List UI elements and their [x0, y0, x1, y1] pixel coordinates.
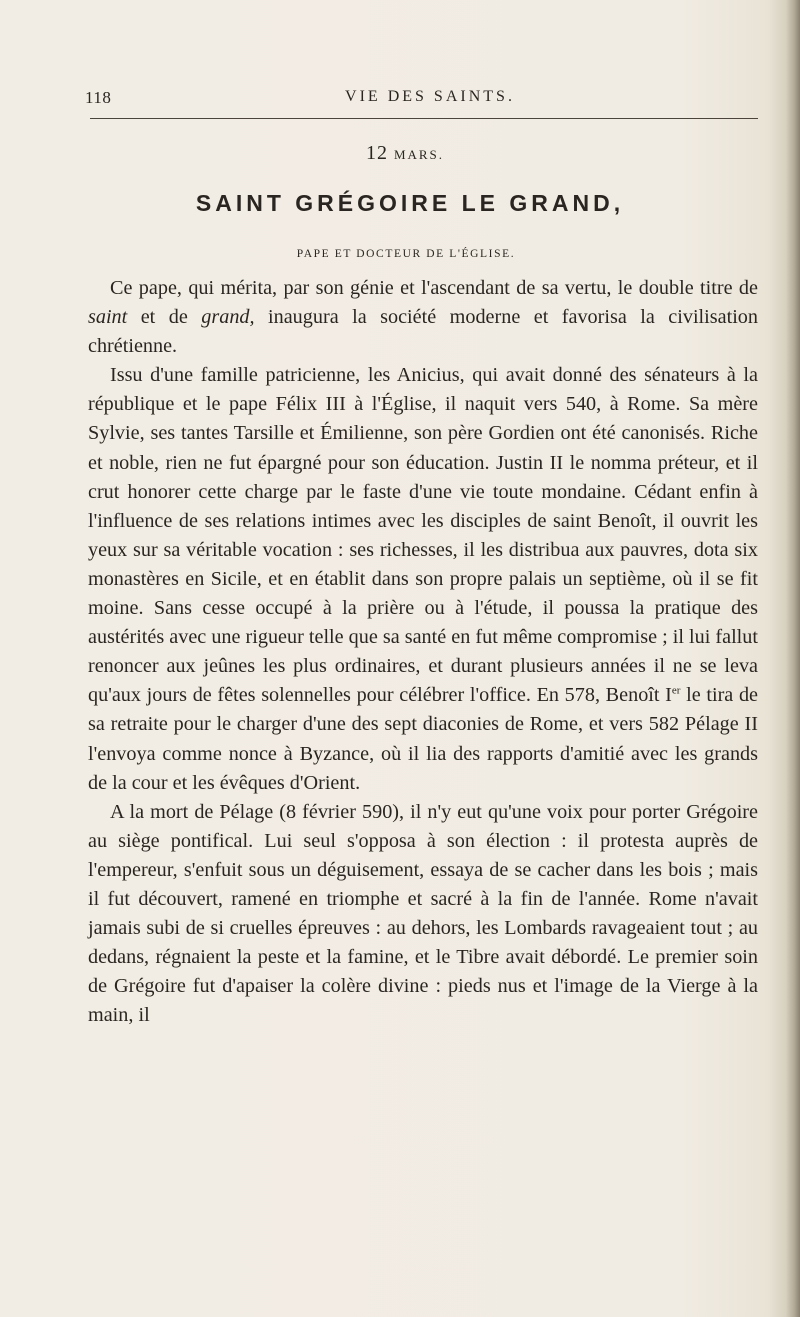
running-head — [85, 88, 755, 112]
feast-date — [0, 142, 800, 165]
text-run: Issu d'une famille patricienne, les Anicius, qui avait donné des sénateurs à la république et le pape Félix III à l'Église, il naquit vers 540, à Rome. Sa mère Sylvie, ses tantes Tarsille et Émilienne, son père Gordien ont été canonisés. Riche et noble, rien ne fut épargné pour son éducation. Justin II le nomma préteur, et il crut honorer cette charge par le faste d'une vie toute mondaine. Cédant enfin à l'influence de ses relations intimes avec les disciples de saint Benoît, il ouvrit les yeux sur sa véritable vocation : ses richesses, il les distribua aux pauvres, dota six monastères en Sicile, et en établit dans son propre palais un septième, où il se fit moine. Sans cesse occupé à la prière ou à l'étude, il poussa la pratique des austérités avec une rigueur telle que sa santé en fut même compromise ; il lui fallut renoncer aux jeûnes les plus ordinaires, et durant plusieurs années il ne se leva qu'aux jours de fêtes solennelles pour célébrer l'office. En 578, Benoît I — [88, 364, 758, 707]
superscript: er — [671, 684, 681, 697]
text-run: le tira de sa retraite pour le charger d'une des sept diaconies de Rome, et vers 582 Pélage II l'envoya comme nonce à Byzance, où il lia des rapports d'amitié avec les grands de la cour et les évêques d'Orient. — [88, 684, 758, 794]
italic-run: grand, — [201, 306, 255, 329]
italic-run: saint — [88, 306, 128, 329]
running-title: VIE DES SAINTS. — [345, 88, 515, 105]
chapter-subtitle: PAPE ET DOCTEUR DE L'ÉGLISE. — [296, 248, 516, 260]
feast-day: 12 — [365, 142, 388, 164]
chapter-title: SAINT GRÉGOIRE LE GRAND, — [195, 190, 625, 216]
text-run: et de — [127, 306, 202, 329]
paragraph-3 — [88, 798, 758, 1031]
body-text — [88, 274, 758, 1030]
text-run: A la mort de Pélage (8 février 590), il n'y eut qu'une voix pour porter Grégoire au siège pontifical. Lui seul s'opposa à son élection : il protesta auprès de l'empereur, s'enfuit sous un déguisement, essaya de se cacher dans les bois ; mais il fut découvert, ramené en triomphe et sacré à la fin de l'année. Rome n'avait jamais subi de si cruelles épreuves : au dehors, les Lombards ravageaient tout ; au dedans, régnaient la peste et la famine, et le Tibre avait débordé. Le premier soin de Grégoire fut d'apaiser la colère divine : pieds nus et l'image de la Vierge à la main, il — [88, 800, 758, 1027]
page-number: 118 — [85, 88, 112, 107]
text-run: Ce pape, qui mérita, par son génie et l'ascendant de sa vertu, le double titre de — [110, 277, 758, 299]
feast-month: MARS. — [393, 147, 445, 162]
paragraph-1 — [88, 274, 758, 361]
paragraph-2 — [88, 361, 758, 797]
text-run: inaugura la société moderne et favorisa la civilisation chrétienne. — [88, 306, 758, 358]
header-rule — [90, 118, 758, 119]
